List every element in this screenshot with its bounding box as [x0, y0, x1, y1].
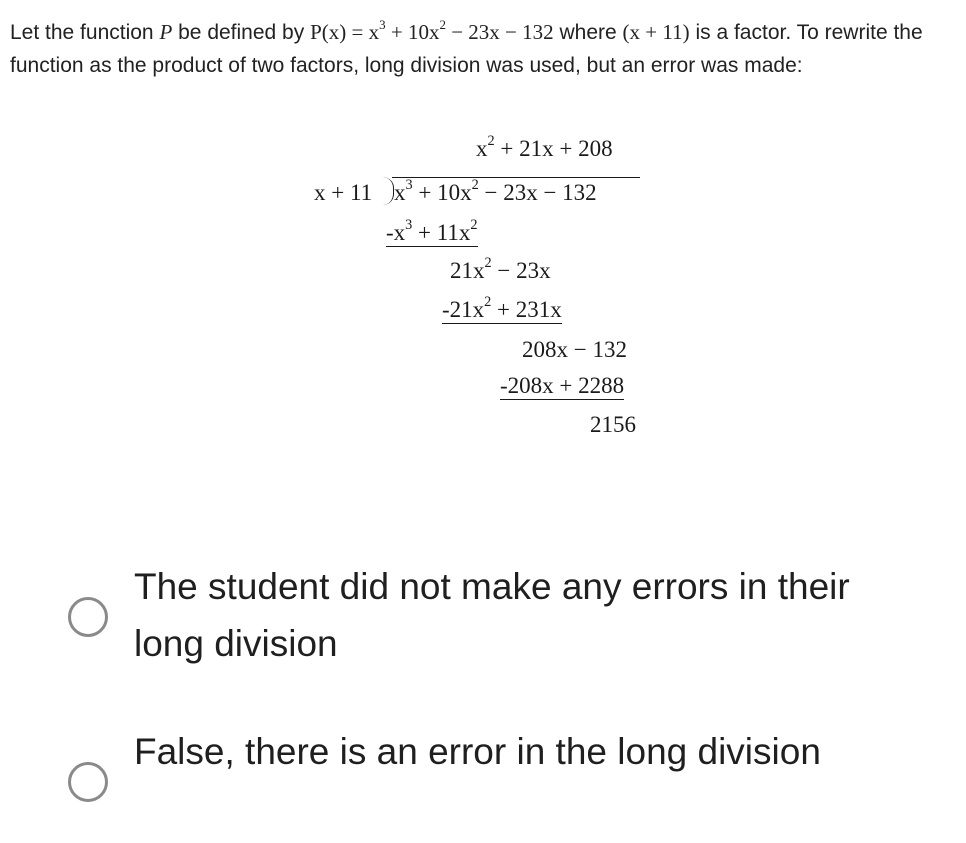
subtraction-step-1: $-x^3 + 11x^2$ [386, 217, 478, 245]
remainder-step-2: 208x − 132 [522, 337, 627, 362]
quotient: $x^2 + 21x + 208$ [476, 133, 613, 161]
choice-label-no-errors: The student did not make any errors in their long division [134, 566, 850, 664]
question-defined-by: be defined by [178, 21, 305, 44]
question-where: where [559, 21, 617, 44]
function-name: P [159, 20, 173, 44]
choice-label-has-error: False, there is an error in the long division [134, 731, 821, 772]
division-bracket [383, 177, 394, 205]
choice-has-error[interactable] [0, 722, 966, 842]
function-definition: $P(x) = x^3 + 10x^2 - 23x - 132$ [310, 17, 554, 44]
subtraction-step-3: -208x + 2288 [500, 373, 625, 398]
radio-no-errors[interactable] [68, 597, 108, 637]
radio-has-error[interactable] [68, 762, 108, 802]
division-vinculum [392, 177, 640, 178]
subtraction-step-2: $-21x^2 + 231x$ [442, 294, 562, 322]
divisor: x + 11 [314, 180, 373, 205]
question-intro: Let the function [10, 21, 154, 44]
choice-no-errors[interactable] [0, 555, 966, 675]
remainder-step-1: $21x^2 - 23x$ [450, 255, 551, 283]
given-factor: (x + 11) [622, 20, 690, 44]
final-remainder: 2156 [590, 412, 636, 437]
question-text [10, 16, 956, 82]
dividend: $x^3 + 10x^2 - 23x - 132$ [394, 177, 597, 205]
question-rest: is a factor. To rewrite the function as the product of two factors, long division was used, but an error was made: [10, 21, 923, 77]
